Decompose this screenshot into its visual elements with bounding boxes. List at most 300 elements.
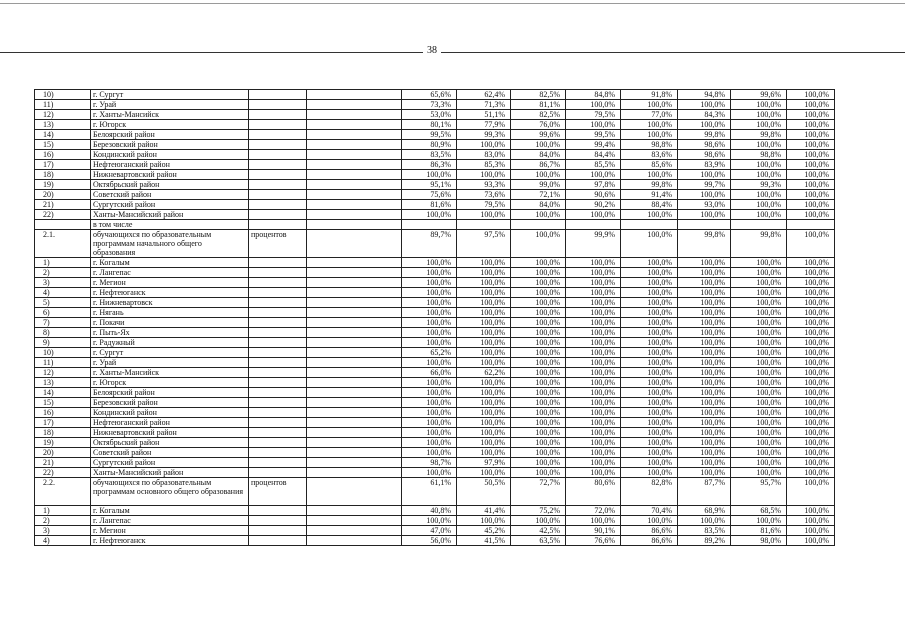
value-cell: 100,0% (402, 170, 457, 180)
value-cell: 100,0% (678, 428, 731, 438)
value-cell: 75,2% (511, 506, 566, 516)
value-cell: 83,6% (621, 150, 678, 160)
value-cell: 98,8% (731, 150, 787, 160)
unit-cell (249, 90, 307, 100)
value-cell: 100,0% (511, 328, 566, 338)
extra-cell (307, 516, 402, 526)
value-cell: 100,0% (402, 378, 457, 388)
value-cell: 53,0% (402, 110, 457, 120)
value-cell: 100,0% (787, 388, 835, 398)
value-cell: 83,9% (678, 160, 731, 170)
unit-cell (249, 438, 307, 448)
value-cell: 100,0% (511, 418, 566, 428)
value-cell: 100,0% (678, 418, 731, 428)
value-cell: 84,8% (566, 90, 621, 100)
value-cell: 100,0% (787, 200, 835, 210)
row-name-cell: Советский район (91, 448, 249, 458)
value-cell: 100,0% (566, 458, 621, 468)
extra-cell (307, 448, 402, 458)
value-cell: 100,0% (511, 408, 566, 418)
value-cell: 100,0% (457, 358, 511, 368)
value-cell: 91,4% (621, 190, 678, 200)
value-cell: 40,8% (402, 506, 457, 516)
value-cell: 100,0% (457, 318, 511, 328)
table-row (35, 526, 835, 536)
table-row (35, 388, 835, 398)
value-cell: 99,4% (566, 140, 621, 150)
value-cell: 100,0% (621, 438, 678, 448)
row-number-cell: 4) (35, 288, 91, 298)
unit-cell (249, 368, 307, 378)
table-row (35, 458, 835, 468)
value-cell: 100,0% (402, 398, 457, 408)
value-cell: 79,5% (457, 200, 511, 210)
row-name-cell: Кондинский район (91, 150, 249, 160)
unit-cell (249, 278, 307, 288)
row-name-cell: обучающихся по образовательным программам начального общего образования (91, 230, 249, 258)
value-cell: 84,4% (566, 150, 621, 160)
unit-cell (249, 110, 307, 120)
value-cell: 100,0% (402, 468, 457, 478)
value-cell: 100,0% (402, 268, 457, 278)
value-cell: 99,6% (731, 90, 787, 100)
value-cell: 81,6% (402, 200, 457, 210)
value-cell: 100,0% (731, 428, 787, 438)
table-row (35, 258, 835, 268)
value-cell: 82,5% (511, 110, 566, 120)
table-row (35, 348, 835, 358)
row-number-cell: 2.1. (35, 230, 91, 258)
value-cell: 100,0% (621, 278, 678, 288)
value-cell: 100,0% (511, 258, 566, 268)
row-number-cell: 20) (35, 190, 91, 200)
value-cell: 100,0% (787, 288, 835, 298)
value-cell: 100,0% (566, 516, 621, 526)
value-cell: 100,0% (457, 438, 511, 448)
table-row (35, 120, 835, 130)
value-cell: 50,5% (457, 478, 511, 506)
extra-cell (307, 328, 402, 338)
value-cell: 100,0% (511, 378, 566, 388)
value-cell: 100,0% (402, 438, 457, 448)
table-row (35, 288, 835, 298)
value-cell: 100,0% (678, 516, 731, 526)
value-cell: 100,0% (731, 448, 787, 458)
value-cell: 100,0% (511, 140, 566, 150)
value-cell: 100,0% (621, 258, 678, 268)
value-cell: 100,0% (566, 408, 621, 418)
value-cell: 100,0% (678, 468, 731, 478)
value-cell: 100,0% (457, 298, 511, 308)
value-cell: 100,0% (731, 190, 787, 200)
value-cell: 45,2% (457, 526, 511, 536)
row-number-cell: 10) (35, 348, 91, 358)
extra-cell (307, 160, 402, 170)
value-cell: 100,0% (787, 368, 835, 378)
value-cell: 100,0% (457, 328, 511, 338)
value-cell: 93,3% (457, 180, 511, 190)
row-number-cell: 15) (35, 140, 91, 150)
value-cell: 65,2% (402, 348, 457, 358)
table-row (35, 190, 835, 200)
extra-cell (307, 418, 402, 428)
row-name-cell: Октябрьский район (91, 438, 249, 448)
value-cell: 100,0% (787, 210, 835, 220)
row-name-cell: г. Урай (91, 100, 249, 110)
unit-cell (249, 516, 307, 526)
value-cell: 100,0% (731, 298, 787, 308)
extra-cell (307, 288, 402, 298)
unit-cell (249, 428, 307, 438)
value-cell (678, 220, 731, 230)
row-name-cell: г. Нягань (91, 308, 249, 318)
page-number-header (0, 46, 905, 58)
value-cell: 80,6% (566, 478, 621, 506)
value-cell: 100,0% (787, 378, 835, 388)
row-number-cell: 3) (35, 278, 91, 288)
value-cell: 100,0% (402, 358, 457, 368)
value-cell: 100,0% (566, 348, 621, 358)
table-row (35, 378, 835, 388)
value-cell: 99,8% (678, 230, 731, 258)
value-cell: 100,0% (621, 348, 678, 358)
unit-cell (249, 140, 307, 150)
unit-cell (249, 180, 307, 190)
value-cell: 42,5% (511, 526, 566, 536)
value-cell: 86,7% (511, 160, 566, 170)
extra-cell (307, 110, 402, 120)
row-number-cell: 3) (35, 526, 91, 536)
document-sheet (34, 89, 835, 546)
value-cell: 100,0% (402, 278, 457, 288)
value-cell: 100,0% (787, 526, 835, 536)
value-cell: 65,6% (402, 90, 457, 100)
row-number-cell: 1) (35, 258, 91, 268)
value-cell: 97,8% (566, 180, 621, 190)
value-cell: 100,0% (787, 468, 835, 478)
table-row (35, 516, 835, 526)
value-cell: 100,0% (787, 478, 835, 506)
table-row (35, 170, 835, 180)
row-number-cell: 19) (35, 438, 91, 448)
unit-cell (249, 100, 307, 110)
value-cell: 99,9% (566, 230, 621, 258)
value-cell: 100,0% (731, 408, 787, 418)
row-number-cell: 18) (35, 428, 91, 438)
table-row (35, 100, 835, 110)
row-number-cell: 21) (35, 200, 91, 210)
value-cell: 99,8% (678, 130, 731, 140)
value-cell: 100,0% (566, 388, 621, 398)
value-cell: 100,0% (678, 318, 731, 328)
value-cell: 100,0% (457, 288, 511, 298)
value-cell: 100,0% (511, 516, 566, 526)
value-cell: 100,0% (566, 120, 621, 130)
value-cell: 100,0% (787, 130, 835, 140)
value-cell: 84,3% (678, 110, 731, 120)
value-cell: 100,0% (787, 408, 835, 418)
row-name-cell: обучающихся по образовательным программам основного общего образования (91, 478, 249, 506)
unit-cell (249, 130, 307, 140)
row-number-cell: 2.2. (35, 478, 91, 506)
value-cell: 100,0% (787, 398, 835, 408)
value-cell: 100,0% (511, 458, 566, 468)
value-cell: 100,0% (731, 200, 787, 210)
value-cell: 100,0% (731, 268, 787, 278)
unit-cell (249, 348, 307, 358)
value-cell: 100,0% (787, 230, 835, 258)
value-cell: 95,1% (402, 180, 457, 190)
extra-cell (307, 308, 402, 318)
extra-cell (307, 120, 402, 130)
row-name-cell: Нефтеюганский район (91, 160, 249, 170)
row-number-cell: 21) (35, 458, 91, 468)
row-name-cell: г. Мегион (91, 278, 249, 288)
value-cell (787, 220, 835, 230)
unit-cell: процентов (249, 230, 307, 258)
value-cell (457, 220, 511, 230)
value-cell: 100,0% (678, 448, 731, 458)
value-cell: 72,1% (511, 190, 566, 200)
value-cell: 100,0% (731, 160, 787, 170)
extra-cell (307, 170, 402, 180)
table-row (35, 200, 835, 210)
row-name-cell: Сургутский район (91, 458, 249, 468)
value-cell: 100,0% (731, 328, 787, 338)
value-cell: 90,2% (566, 200, 621, 210)
value-cell: 100,0% (511, 428, 566, 438)
value-cell: 100,0% (511, 298, 566, 308)
extra-cell (307, 140, 402, 150)
unit-cell (249, 388, 307, 398)
value-cell: 70,4% (621, 506, 678, 516)
unit-cell (249, 338, 307, 348)
unit-cell (249, 200, 307, 210)
unit-cell (249, 190, 307, 200)
value-cell: 66,0% (402, 368, 457, 378)
value-cell (566, 220, 621, 230)
header-rule (0, 52, 905, 53)
value-cell: 90,1% (566, 526, 621, 536)
value-cell: 100,0% (457, 338, 511, 348)
value-cell: 100,0% (731, 100, 787, 110)
value-cell: 100,0% (787, 110, 835, 120)
table-row (35, 180, 835, 190)
value-cell: 72,7% (511, 478, 566, 506)
value-cell: 100,0% (621, 298, 678, 308)
value-cell: 100,0% (731, 438, 787, 448)
value-cell: 68,5% (731, 506, 787, 516)
value-cell: 100,0% (787, 458, 835, 468)
row-number-cell: 7) (35, 318, 91, 328)
value-cell: 100,0% (787, 150, 835, 160)
value-cell: 100,0% (566, 438, 621, 448)
value-cell: 100,0% (678, 190, 731, 200)
value-cell: 100,0% (511, 398, 566, 408)
value-cell: 68,9% (678, 506, 731, 516)
table-row (35, 130, 835, 140)
value-cell: 80,9% (402, 140, 457, 150)
value-cell: 100,0% (402, 210, 457, 220)
value-cell: 100,0% (511, 348, 566, 358)
row-name-cell: Березовский район (91, 140, 249, 150)
row-name-cell: г. Сургут (91, 348, 249, 358)
value-cell: 100,0% (678, 120, 731, 130)
row-number-cell: 6) (35, 308, 91, 318)
value-cell: 100,0% (511, 278, 566, 288)
row-number-cell (35, 220, 91, 230)
row-number-cell: 2) (35, 268, 91, 278)
value-cell: 95,7% (731, 478, 787, 506)
value-cell: 100,0% (621, 516, 678, 526)
value-cell: 100,0% (457, 468, 511, 478)
table-row (35, 160, 835, 170)
value-cell: 100,0% (787, 506, 835, 516)
value-cell: 100,0% (511, 448, 566, 458)
value-cell: 97,9% (457, 458, 511, 468)
value-cell: 100,0% (787, 120, 835, 130)
value-cell: 99,8% (621, 180, 678, 190)
value-cell: 100,0% (457, 348, 511, 358)
section-row (35, 478, 835, 506)
unit-cell (249, 220, 307, 230)
value-cell: 100,0% (621, 318, 678, 328)
value-cell: 81,6% (731, 526, 787, 536)
value-cell: 100,0% (566, 328, 621, 338)
value-cell (511, 220, 566, 230)
row-number-cell: 9) (35, 338, 91, 348)
extra-cell (307, 506, 402, 516)
value-cell: 100,0% (731, 110, 787, 120)
extra-cell (307, 338, 402, 348)
value-cell: 84,0% (511, 200, 566, 210)
value-cell: 100,0% (511, 358, 566, 368)
unit-cell (249, 418, 307, 428)
value-cell: 100,0% (621, 230, 678, 258)
extra-cell (307, 358, 402, 368)
value-cell: 100,0% (787, 268, 835, 278)
row-number-cell: 4) (35, 536, 91, 546)
table-row (35, 220, 835, 230)
value-cell: 100,0% (457, 516, 511, 526)
value-cell: 100,0% (621, 468, 678, 478)
row-number-cell: 17) (35, 160, 91, 170)
row-number-cell: 13) (35, 120, 91, 130)
value-cell: 100,0% (457, 210, 511, 220)
value-cell: 98,6% (678, 140, 731, 150)
value-cell: 100,0% (731, 348, 787, 358)
value-cell: 100,0% (402, 516, 457, 526)
value-cell: 100,0% (787, 308, 835, 318)
row-name-cell: г. Урай (91, 358, 249, 368)
value-cell: 100,0% (678, 458, 731, 468)
value-cell: 100,0% (621, 130, 678, 140)
row-name-cell: г. Нижневартовск (91, 298, 249, 308)
value-cell: 100,0% (457, 448, 511, 458)
value-cell: 100,0% (402, 308, 457, 318)
value-cell: 100,0% (511, 288, 566, 298)
extra-cell (307, 278, 402, 288)
row-number-cell: 22) (35, 210, 91, 220)
value-cell: 100,0% (621, 170, 678, 180)
value-cell: 100,0% (787, 258, 835, 268)
value-cell: 100,0% (731, 210, 787, 220)
value-cell: 100,0% (621, 358, 678, 368)
value-cell: 100,0% (621, 418, 678, 428)
table-row (35, 448, 835, 458)
value-cell: 100,0% (402, 288, 457, 298)
value-cell: 100,0% (457, 418, 511, 428)
extra-cell (307, 368, 402, 378)
value-cell: 100,0% (731, 258, 787, 268)
value-cell: 86,6% (621, 536, 678, 546)
value-cell: 47,0% (402, 526, 457, 536)
extra-cell (307, 150, 402, 160)
table-row (35, 150, 835, 160)
value-cell: 100,0% (566, 378, 621, 388)
table-row (35, 418, 835, 428)
extra-cell (307, 258, 402, 268)
row-name-cell: г. Сургут (91, 90, 249, 100)
extra-cell (307, 130, 402, 140)
value-cell: 100,0% (787, 278, 835, 288)
value-cell: 100,0% (621, 120, 678, 130)
value-cell: 100,0% (402, 418, 457, 428)
value-cell: 100,0% (566, 358, 621, 368)
value-cell: 100,0% (678, 100, 731, 110)
value-cell: 100,0% (678, 408, 731, 418)
value-cell: 90,6% (566, 190, 621, 200)
value-cell: 100,0% (457, 278, 511, 288)
value-cell: 62,2% (457, 368, 511, 378)
extra-cell (307, 318, 402, 328)
value-cell: 89,7% (402, 230, 457, 258)
value-cell: 100,0% (731, 468, 787, 478)
row-name-cell: г. Мегион (91, 526, 249, 536)
value-cell: 97,5% (457, 230, 511, 258)
table-row (35, 438, 835, 448)
value-cell: 100,0% (731, 278, 787, 288)
value-cell: 100,0% (457, 170, 511, 180)
value-cell: 100,0% (402, 298, 457, 308)
value-cell: 99,8% (731, 230, 787, 258)
value-cell: 72,0% (566, 506, 621, 516)
value-cell: 100,0% (621, 368, 678, 378)
row-name-cell: Нефтеюганский район (91, 418, 249, 428)
value-cell: 100,0% (621, 210, 678, 220)
value-cell: 100,0% (511, 388, 566, 398)
extra-cell (307, 180, 402, 190)
table-row (35, 110, 835, 120)
value-cell: 100,0% (566, 428, 621, 438)
table-row (35, 328, 835, 338)
value-cell: 100,0% (787, 328, 835, 338)
value-cell: 100,0% (621, 428, 678, 438)
unit-cell (249, 358, 307, 368)
value-cell: 100,0% (787, 100, 835, 110)
value-cell: 98,0% (731, 536, 787, 546)
table-row (35, 428, 835, 438)
value-cell: 100,0% (402, 428, 457, 438)
value-cell: 100,0% (511, 308, 566, 318)
extra-cell (307, 526, 402, 536)
value-cell: 100,0% (787, 170, 835, 180)
value-cell: 100,0% (566, 288, 621, 298)
value-cell: 100,0% (787, 516, 835, 526)
value-cell (402, 220, 457, 230)
value-cell: 56,0% (402, 536, 457, 546)
unit-cell (249, 536, 307, 546)
